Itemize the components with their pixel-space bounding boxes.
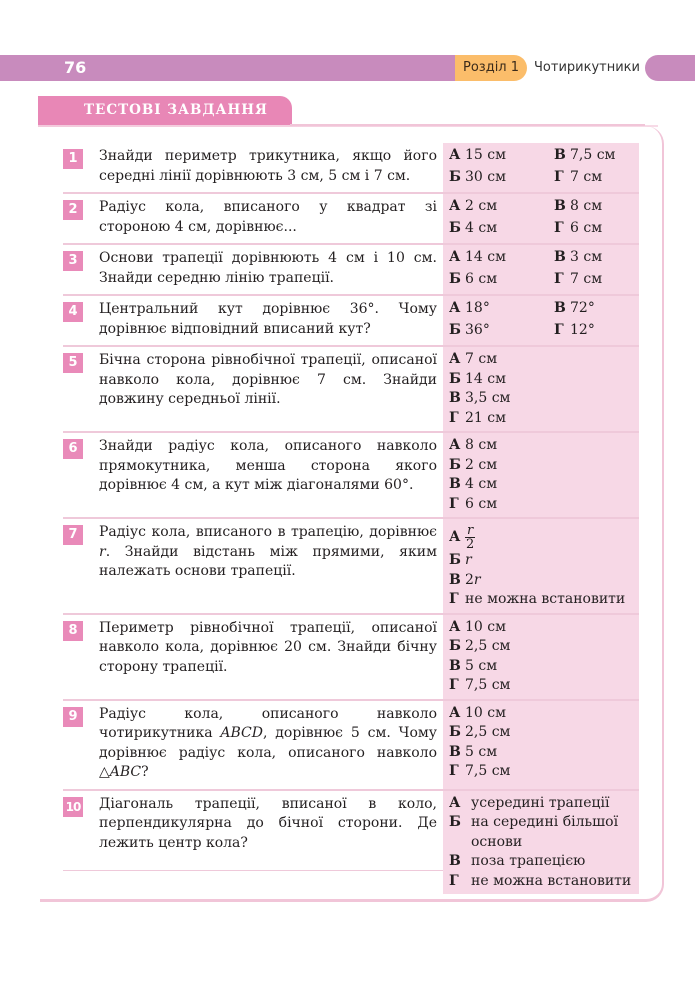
- chapter-title: Чотирикутники: [534, 60, 640, 75]
- answer-option[interactable]: А 8 см: [449, 437, 498, 453]
- task-number-badge: 8: [63, 621, 83, 641]
- answer-option[interactable]: Б 4 см: [449, 219, 498, 236]
- answer-options: [443, 791, 639, 895]
- section-label: Розділ 1: [455, 55, 527, 81]
- answer-options: [443, 245, 639, 294]
- answer-option[interactable]: Г 7 см: [554, 168, 603, 185]
- task-number-badge: 5: [63, 353, 83, 373]
- answer-option[interactable]: Б 2,5 см: [449, 638, 511, 654]
- answer-option[interactable]: В 5 см: [449, 657, 498, 674]
- answer-option[interactable]: А усередині трапеції: [449, 794, 610, 811]
- task-number-badge: 2: [63, 200, 83, 220]
- task-question: Центральний кут дорівнює 36°. Чому дорівнює відповідний вписаний кут?: [99, 301, 437, 337]
- answer-option[interactable]: Г 7,5 см: [449, 677, 511, 693]
- task-question: Радіус кола, вписаного в трапецію, дорівнює r. Знайди відстань між прямими, яким належать основи трапеції.: [99, 524, 437, 579]
- task-number-badge: 6: [63, 439, 83, 459]
- answer-option[interactable]: В 7,5 см: [554, 147, 616, 163]
- task-number-badge: 4: [63, 302, 83, 322]
- task-question: Знайди периметр трикутника, якщо його середні лінії дорівнюють 3 см, 5 см і 7 см.: [99, 148, 437, 184]
- task-9: [63, 699, 639, 789]
- answer-option[interactable]: Б r: [449, 552, 472, 568]
- answer-option[interactable]: Г 6 см: [449, 495, 498, 512]
- answer-option[interactable]: А 14 см: [449, 249, 506, 265]
- task-question: Діагональ трапеції, вписаної в коло, перпендикулярна до бічної сторони. Де лежить центр кола?: [99, 795, 437, 851]
- task-7: [63, 517, 639, 613]
- answer-options: [443, 701, 639, 789]
- task-question: Знайди радіус кола, описаного навколо прямокутника, менша сторона якого дорівнює 4 см, а кут між діагоналями 60°.: [99, 438, 437, 493]
- header-bar-end: [645, 55, 695, 81]
- answer-option[interactable]: Б 30 см: [449, 168, 506, 185]
- task-question: Периметр рівнобічної трапеції, описаної навколо кола, дорівнює 20 см. Знайди бічну сторону трапеції.: [99, 619, 437, 675]
- section-heading: ТЕСТОВІ ЗАВДАННЯ: [38, 96, 292, 126]
- answer-option[interactable]: Б 14 см: [449, 370, 506, 387]
- answer-option[interactable]: А $\frac{r}{2}$: [449, 523, 475, 552]
- task-number-badge: 7: [63, 525, 83, 545]
- answer-option[interactable]: Б на середині більшої основи: [449, 814, 619, 850]
- task-list: [63, 143, 639, 894]
- answer-option[interactable]: А 7 см: [449, 351, 498, 367]
- task-1: [63, 143, 639, 192]
- answer-option[interactable]: В 8 см: [554, 198, 603, 214]
- task-question: Основи трапеції дорівнюють 4 см і 10 см. Знайди середню лінію трапеції.: [99, 250, 437, 286]
- answer-options: [443, 433, 639, 517]
- answer-option[interactable]: Г 12°: [554, 321, 595, 338]
- answer-option[interactable]: В поза трапецією: [449, 853, 586, 869]
- answer-option[interactable]: А 10 см: [449, 704, 506, 721]
- answer-option[interactable]: Б 36°: [449, 321, 490, 338]
- answer-option[interactable]: Б 2,5 см: [449, 724, 511, 740]
- answer-options: [443, 615, 639, 699]
- answer-options: [443, 194, 639, 243]
- fraction: $\frac{r}{2}$: [465, 523, 475, 552]
- answer-option[interactable]: В 3,5 см: [449, 390, 511, 406]
- task-10: [63, 789, 639, 895]
- answer-option[interactable]: А 10 см: [449, 618, 506, 635]
- answer-options: [443, 143, 639, 192]
- answer-option[interactable]: А 2 см: [449, 198, 498, 214]
- task-3: [63, 243, 639, 294]
- table-bottom-divider: [63, 870, 443, 871]
- task-5: [63, 345, 639, 431]
- task-6: [63, 431, 639, 517]
- answer-options: [443, 296, 639, 345]
- task-question: Радіус кола, вписаного у квадрат зі стороною 4 см, дорівнює...: [99, 199, 437, 235]
- answer-option[interactable]: В 72°: [554, 300, 595, 316]
- task-8: [63, 613, 639, 699]
- task-4: [63, 294, 639, 345]
- answer-option[interactable]: А 15 см: [449, 147, 506, 163]
- answer-option[interactable]: В 4 см: [449, 476, 498, 492]
- answer-option[interactable]: В 5 см: [449, 743, 498, 760]
- answer-option[interactable]: Г 7 см: [554, 270, 603, 287]
- answer-option[interactable]: В 3 см: [554, 249, 603, 265]
- task-number-badge: 1: [63, 149, 83, 169]
- answer-option[interactable]: Г не можна встановити: [449, 591, 626, 607]
- page-number: 76: [64, 58, 87, 77]
- answer-options: [443, 519, 639, 613]
- answer-option[interactable]: Г 6 см: [554, 219, 603, 236]
- answer-option[interactable]: В 2r: [449, 571, 481, 588]
- answer-options: [443, 347, 639, 431]
- task-question: Бічна сторона рівнобічної трапеції, описаної навколо кола, дорівнює 7 см. Знайди довжину середньої лінії.: [99, 352, 437, 407]
- answer-option[interactable]: Б 2 см: [449, 456, 498, 473]
- answer-option[interactable]: Г 7,5 см: [449, 763, 511, 779]
- answer-option[interactable]: Б 6 см: [449, 270, 498, 287]
- task-number-badge: 9: [63, 707, 83, 727]
- answer-option[interactable]: Г 21 см: [449, 409, 506, 426]
- task-number-badge: 3: [63, 251, 83, 271]
- answer-option[interactable]: Г не можна встановити: [449, 872, 632, 889]
- answer-option[interactable]: А 18°: [449, 300, 490, 316]
- task-2: [63, 192, 639, 243]
- task-question: Радіус кола, описаного навколо чотирикутника ABCD, дорівнює 5 см. Чому дорівнює радіус кола, описаного навколо △ABC?: [99, 705, 437, 780]
- task-number-badge: 10: [63, 797, 83, 817]
